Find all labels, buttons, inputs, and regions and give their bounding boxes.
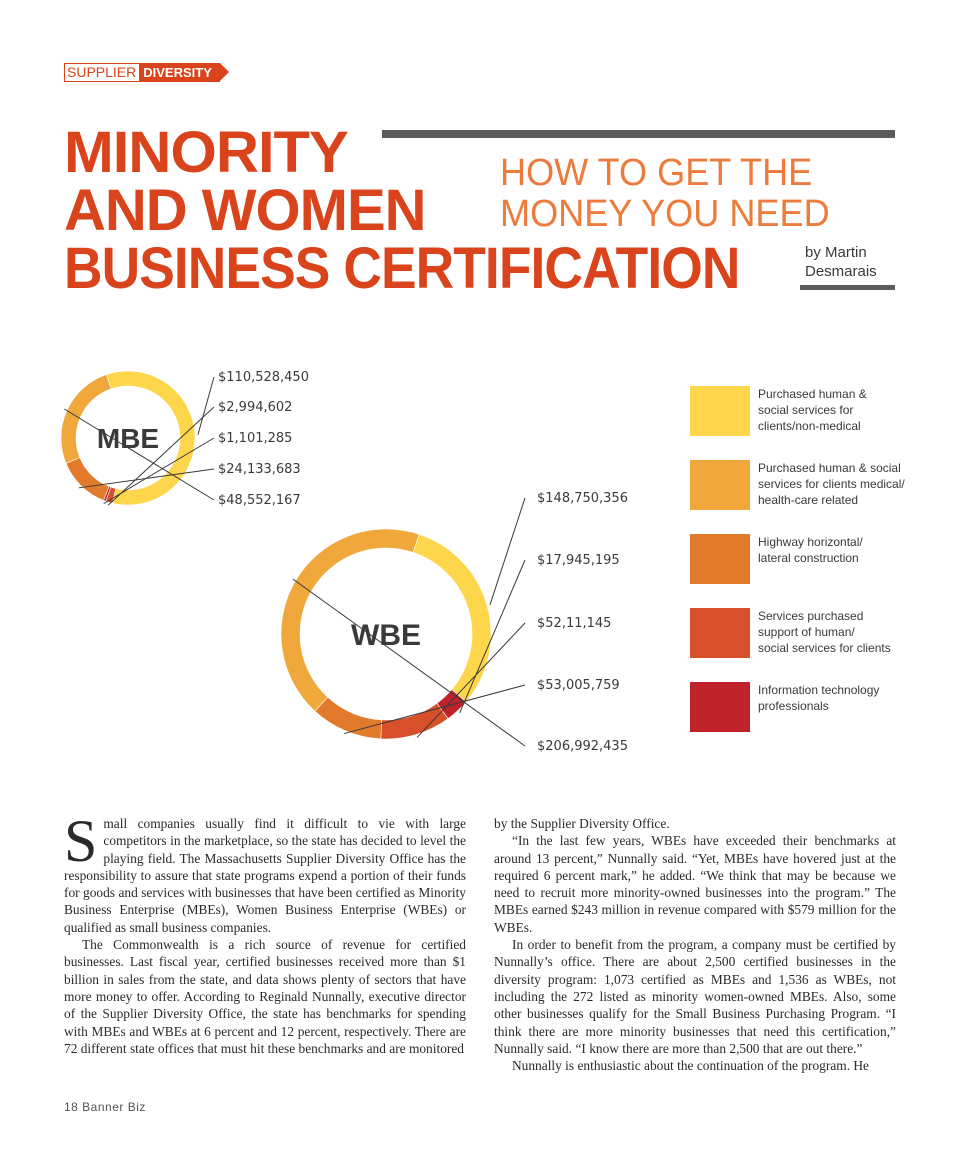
legend-label-line: Information technology <box>758 683 880 697</box>
headline-rule-bottom <box>800 285 895 290</box>
data-label: $110,528,450 <box>218 370 309 385</box>
article-column-right <box>494 815 896 1074</box>
data-label: $53,005,759 <box>537 678 620 693</box>
legend-label-line: health-care related <box>758 493 859 507</box>
legend-swatch <box>690 460 750 510</box>
article-paragraph: “In the last few years, WBEs have exceeded their benchmarks at around 13 percent,” Nunnally said. “Yet, MBEs have hovered just at the required 6 percent mark,” he added. “We think that may be because we need to recruit more minority-owned businesses into the program.” The MBEs earned $243 million in revenue compared with $579 million for the WBEs. <box>494 833 896 935</box>
legend-label <box>758 534 863 584</box>
legend-item <box>690 386 920 436</box>
article-paragraph: The Commonwealth is a rich source of revenue for certified businesses. Last fiscal year, certified businesses received more than $1 billion in sales from the state, and data shows plenty of sectors that have more money to offer. According to Reginald Nunnally, executive director of the Supplier Diversity Office, the state has benchmarks for spending with MBEs and WBEs at 6 percent and 12 percent, respectively. There are 72 different state offices that must hit these benchmarks and are monitored <box>64 937 466 1056</box>
legend-label-line: Purchased human & social <box>758 461 901 475</box>
data-label: $206,992,435 <box>537 739 628 754</box>
legend-label-line: social services for <box>758 403 854 417</box>
donut-center-label: WBE <box>351 618 421 652</box>
headline-line-2: AND WOMEN <box>64 178 426 243</box>
donut-center-label: MBE <box>96 423 160 455</box>
legend-swatch <box>690 386 750 436</box>
donut-slice <box>66 458 109 501</box>
headline-line-3: BUSINESS CERTIFICATION <box>64 236 740 301</box>
headline-rule-top <box>382 130 895 138</box>
legend-label <box>758 682 879 732</box>
data-label: $148,750,356 <box>537 491 628 506</box>
legend-swatch <box>690 682 750 732</box>
section-tag-left: SUPPLIER <box>64 63 139 82</box>
legend-item <box>690 534 920 584</box>
leader-line <box>490 498 525 605</box>
drop-cap: S <box>64 808 98 874</box>
legend-label-line: support of human/ <box>758 625 855 639</box>
legend-item <box>690 682 920 732</box>
legend-item <box>690 608 920 658</box>
legend-item <box>690 460 920 510</box>
article-paragraph: Nunnally is enthusiastic about the continuation of the program. He <box>512 1058 870 1074</box>
data-label: $48,552,167 <box>218 493 301 508</box>
subhead-line-2: MONEY YOU NEED <box>500 193 830 235</box>
article-paragraph-text: mall companies usually find it difficult to vie with large competitors in the marketplace, so the state has decided to level the playing field. The Massachusetts Supplier Diversity Office has the responsibility to assure that state programs expend a portion of their funds for goods and services with businesses that have been certified as Minority Business Enterprise (MBEs), Women Business Enterprise (WBEs) or qualified as small business companies. <box>64 816 466 935</box>
legend-swatch <box>690 608 750 658</box>
byline <box>805 243 877 281</box>
data-label: $17,945,195 <box>537 553 620 568</box>
legend-label <box>758 460 905 510</box>
section-tag <box>64 63 220 82</box>
legend-label-line: Purchased human & <box>758 387 867 401</box>
data-label: $52,11,145 <box>537 616 612 631</box>
legend-label-line: lateral construction <box>758 551 859 565</box>
legend-label-line: clients/non-medical <box>758 419 861 433</box>
data-label: $2,994,602 <box>218 400 293 415</box>
article-paragraph: In order to benefit from the program, a company must be certified by Nunnally’s office. There are about 2,500 certified businesses in the diversity program: 1,073 certified as MBEs and 1,536 as WBEs, not including the 272 listed as minority women-owned MBEs. Also, some other businesses qualify for the Small Business Purchasing Program. “I think there are more minority businesses that need this certification,” Nunnally said. “I know there are more than 2,500 that are out there.” <box>494 937 896 1056</box>
data-label: $24,133,683 <box>218 462 301 477</box>
article-paragraph <box>64 808 466 936</box>
legend-label <box>758 386 867 436</box>
legend-label <box>758 608 891 658</box>
legend-swatch <box>690 534 750 584</box>
headline-line-1: MINORITY <box>64 120 348 185</box>
legend-label-line: Highway horizontal/ <box>758 535 863 549</box>
section-tag-right: DIVERSITY <box>139 63 220 82</box>
byline-line-1: by Martin <box>805 244 867 261</box>
legend-label-line: Services purchased <box>758 609 864 623</box>
data-label: $1,101,285 <box>218 431 293 446</box>
legend-label-line: professionals <box>758 699 829 713</box>
leader-line <box>79 469 214 488</box>
byline-line-2: Desmarais <box>805 263 877 280</box>
legend-label-line: services for clients medical/ <box>758 477 905 491</box>
legend-label-line: social services for clients <box>758 641 891 655</box>
subhead-line-1: HOW TO GET THE <box>500 152 813 194</box>
leader-line <box>198 377 214 435</box>
article-paragraph: by the Supplier Diversity Office. <box>494 816 670 831</box>
donut-slice <box>413 534 491 701</box>
article-column-left <box>64 808 466 1057</box>
page-folio: 18 Banner Biz <box>64 1100 146 1114</box>
